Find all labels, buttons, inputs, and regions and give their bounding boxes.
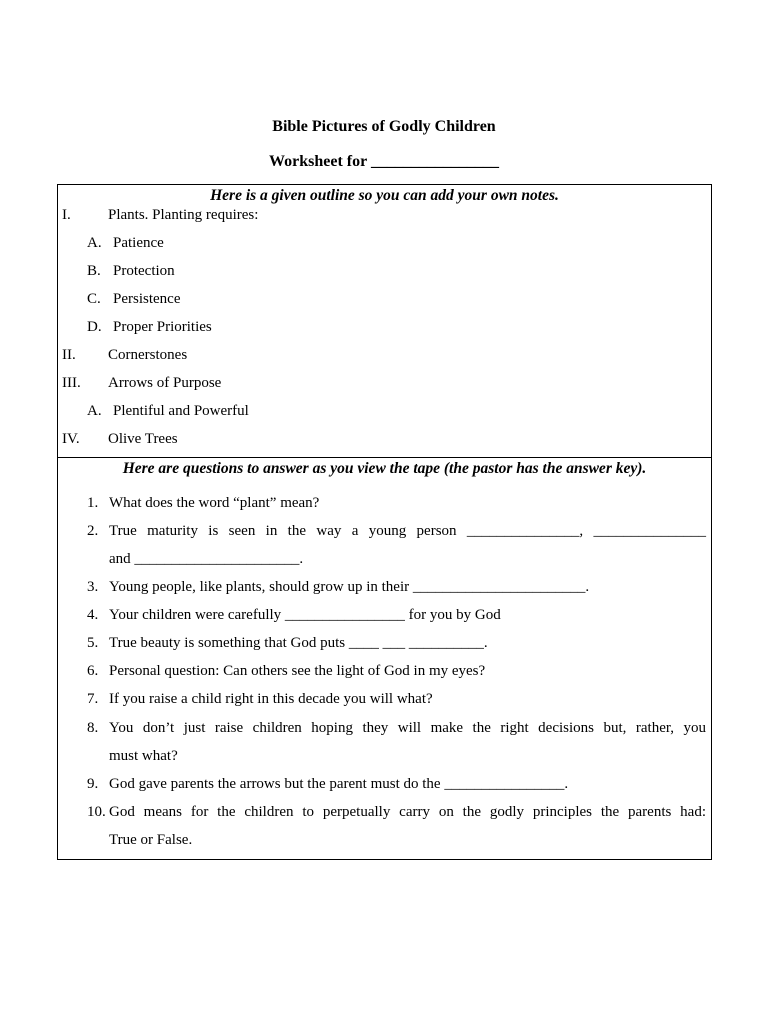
outline-marker: II. [62,347,76,363]
question-text-continued: True or False. [109,832,193,848]
question-text: You don’t just raise children hoping they will make the right decisions but, rather, you [109,720,706,736]
outline-marker: B. [87,263,101,279]
outline-text: Plants. Planting requires: [108,207,259,223]
question-number: 5. [87,635,99,651]
outline-text: Persistence [113,291,181,307]
outline-marker: IV. [62,431,80,447]
question-number: 8. [87,720,99,736]
outline-text: Plentiful and Powerful [113,403,249,419]
outline-marker: D. [87,319,102,335]
questions-heading: Here are questions to answer as you view the tape (the pastor has the answer key). [122,460,647,477]
outline-marker: C. [87,291,101,307]
outline-marker: III. [62,375,81,391]
outline-text: Protection [113,263,175,279]
question-number: 9. [87,776,99,792]
question-text-continued: and ______________________. [109,551,304,567]
question-text: God means for the children to perpetually carry on the godly principles the parents had: [109,804,706,820]
outline-marker: I. [62,207,71,223]
outline-box [57,184,712,458]
question-number: 3. [87,579,99,595]
outline-marker: A. [87,403,102,419]
page-title: Bible Pictures of Godly Children [272,118,496,135]
question-number: 1. [87,495,99,511]
question-text: True beauty is something that God puts ____ ___ __________. [109,635,488,651]
worksheet-for-line: Worksheet for ________________ [269,153,499,170]
question-text: What does the word “plant” mean? [109,495,320,511]
question-number: 10. [87,804,106,820]
question-text: True maturity is seen in the way a young person _______________, _______________ [109,523,706,539]
question-number: 4. [87,607,99,623]
outline-text: Patience [113,235,164,251]
question-number: 6. [87,663,99,679]
question-text: Your children were carefully ________________ for you by God [109,607,501,623]
question-text: Young people, like plants, should grow up in their _______________________. [109,579,590,595]
questions-box [57,458,712,860]
outline-marker: A. [87,235,102,251]
question-number: 7. [87,691,99,707]
question-text: If you raise a child right in this decade you will what? [109,691,433,707]
outline-text: Cornerstones [108,347,188,363]
outline-text: Arrows of Purpose [108,375,222,391]
question-text-continued: must what? [109,748,178,764]
outline-text: Proper Priorities [113,319,212,335]
outline-heading: Here is a given outline so you can add your own notes. [210,187,559,204]
question-number: 2. [87,523,99,539]
question-text: God gave parents the arrows but the parent must do the ________________. [109,776,569,792]
outline-text: Olive Trees [108,431,178,447]
question-text: Personal question: Can others see the light of God in my eyes? [109,663,486,679]
